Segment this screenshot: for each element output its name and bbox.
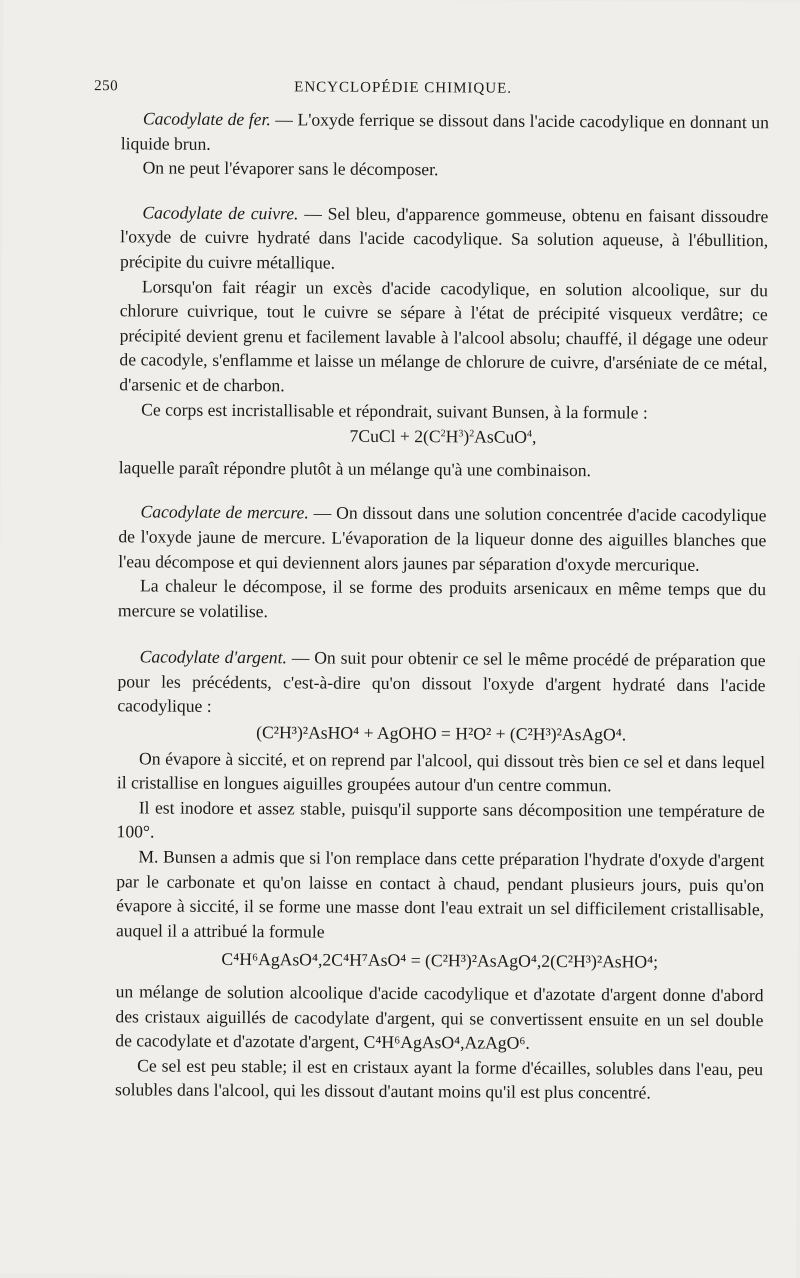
paragraph: Ce corps est incristallisable et répondrait, suivant Bunsen, à la formule : xyxy=(141,398,648,423)
paragraph: un mélange de solution alcoolique d'acide cacodylique et d'azotate d'argent donne d'abord des cristaux aiguillés de cacodylate d'argent, qui se convertissent ensuite en un sel double de cacodylate et d'azotate d'argent, C⁴H⁶AgAsO⁴,AzAgO⁶. xyxy=(115,981,764,1053)
paragraph: La chaleur le décompose, il se forme des produits arsenicaux en même temps que du mercure se volatilise. xyxy=(117,575,767,621)
paragraph: Ce sel est peu stable; il est en cristaux ayant la forme d'écailles, solubles dans l'eau, peu solubles dans l'alcool, qui les dissout d'autant moins qu'il est plus concentré. xyxy=(114,1055,764,1103)
section-title-fer: Cacodylate de fer. xyxy=(142,108,271,130)
paragraph: On ne peut l'évaporer sans le décomposer. xyxy=(142,157,439,180)
paragraph: On évapore à siccité, et on reprend par l'alcool, qui dissout très bien ce sel et dans lequel il cristallise en longues aiguilles groupées autour d'un centre commun. xyxy=(116,748,766,796)
paragraph-cacodylate-argent xyxy=(117,645,765,723)
paragraph-text: — On suit pour obtenir ce sel le même procédé de préparation que pour les précédents, c'est-à-dire qu'on dissout l'oxyde d'argent hydraté dans l'acide cacodylique : xyxy=(117,647,766,717)
page-number: 250 xyxy=(94,78,119,95)
paragraph-cacodylate-mercure xyxy=(118,500,766,578)
formula-argent-2: C⁴H⁶AgAsO⁴,2C⁴H⁷AsO⁴ = (C²H³)²AsAgO⁴,2(C²H³)²AsHO⁴; xyxy=(221,949,659,972)
running-title: ENCYCLOPÉDIE CHIMIQUE. xyxy=(294,79,513,97)
paragraph-text: — Sel bleu, d'apparence gommeuse, obtenu en faisant dissoudre l'oxyde de cuivre hydraté dans l'acide cacodylique. Sa solution aqueuse, à l'ébullition, précipite du cuivre métallique. xyxy=(120,203,769,273)
body-text xyxy=(115,106,769,1106)
paragraph: laquelle paraît répondre plutôt à un mélange qu'à une combinaison. xyxy=(118,456,592,480)
paragraph: M. Bunsen a admis que si l'on remplace dans cette préparation l'hydrate d'oxyde d'argent par le carbonate et qu'on laisse en contact à chaud, pendant plusieurs jours, puis qu'on évapore à siccité, il se forme une masse dont l'eau extrait un sel difficilement cristallisable, auquel il a attribué la formule xyxy=(115,846,765,942)
section-title-cuivre: Cacodylate de cuivre. xyxy=(142,202,299,224)
paragraph-text: — On dissout dans une solution concentrée d'acide cacodylique de l'oxyde jaune de mercure. L'évaporation de la liqueur donne des aiguilles blanches que l'eau décompose et qui deviennent alors jaunes par séparation d'oxyde mercurique. xyxy=(118,502,767,575)
section-title-mercure: Cacodylate de mercure. xyxy=(140,501,309,523)
paragraph: Il est inodore et assez stable, puisqu'il supporte sans décomposition une température de 100°. xyxy=(116,797,765,842)
formula-argent-1: (C²H³)²AsHO⁴ + AgOHO = H²O² + (C²H³)²AsAgO⁴. xyxy=(256,722,627,745)
paragraph: Lorsqu'on fait réagir un excès d'acide cacodylique, en solution alcoolique, sur du chlorure cuivrique, tout le cuivre se sépare à l'état de précipité visqueux verdâtre; ce précipité devient grenu et facilement lavable à l'alcool absolu; chauffé, il dégage une odeur de cacodyle, s'enflamme et laisse un mélange de chlorure de cuivre, d'arséniate de ce métal, d'arsenic et de charbon. xyxy=(119,275,768,396)
paragraph-text: — L'oxyde ferrique se dissout dans l'acide cacodylique en donnant un liquide brun. xyxy=(120,109,769,154)
page-header xyxy=(3,78,800,107)
paragraph-cacodylate-cuivre xyxy=(120,200,768,278)
paragraph-cacodylate-fer xyxy=(121,106,769,159)
section-title-argent: Cacodylate d'argent. xyxy=(139,646,287,668)
formula-cuivre: 7CuCl + $2(C^2H^3)^2AsCuO^4$, xyxy=(349,425,537,447)
